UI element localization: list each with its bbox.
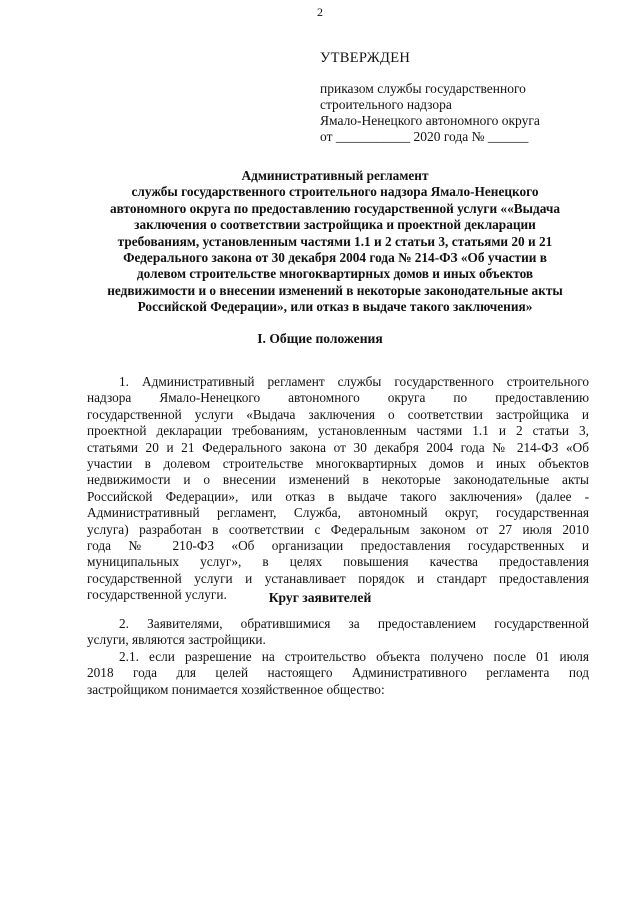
page-number: 2 — [317, 5, 323, 19]
title-line: Российской Федерации», или отказ в выдаче такого заключения» — [137, 299, 533, 315]
paragraph-line: 2. Заявителями, обратившимися за предоставлением государственной — [119, 616, 589, 631]
paragraph-line: проектной декларации требованиям, установленным частями 1.1 и 2 статьи 3, — [87, 423, 589, 439]
approval-line: приказом службы государственного — [320, 81, 526, 96]
paragraph-line: государственной услуги. — [87, 587, 227, 603]
paragraph-line: муниципальных услуг», в целях повышения качества предоставления — [87, 554, 589, 570]
approval-date-line: от ___________ 2020 года № ______ — [320, 129, 529, 144]
section-heading-general: I. Общие положения — [257, 331, 383, 346]
paragraph-line: статьями 20 и 21 Федерального закона от 30 декабря 2004 года № 214-ФЗ «Об — [87, 439, 589, 455]
paragraph-line: участии в долевом строительстве многоквартирных домов и иных объектов — [87, 455, 589, 471]
title-line: автономного округа по предоставлению государственной услуги ««Выдача — [110, 200, 560, 216]
document-title — [80, 168, 590, 316]
title-line: долевом строительстве многоквартирных домов и иных объектов — [136, 266, 534, 282]
title-line: Федерального закона от 30 декабря 2004 года № 214-ФЗ «Об участии в — [123, 250, 547, 266]
paragraph-line: 1. Административный регламент службы государственного строительного — [119, 374, 589, 389]
paragraph-line: 2018 года для целей настоящего Административного регламента под — [87, 665, 589, 681]
approval-block — [320, 50, 620, 145]
title-line: заключения о соответствии застройщика и проектной декларации — [134, 217, 536, 233]
title-line: службы государственного строительного надзора Ямало-Ненецкого — [131, 184, 539, 200]
approval-line: строительного надзора — [320, 97, 452, 112]
paragraph-line: государственной услуги «Выдача заключения о соответствии застройщика и — [87, 406, 589, 422]
paragraph-1 — [87, 374, 589, 603]
paragraph-line: надзора Ямало-Ненецкого автономного округа по предоставлению — [87, 390, 589, 406]
paragraph-line: Административный регламент, Служба, автономный округ, государственная — [87, 505, 589, 521]
paragraph-line: услуга) разработан в соответствии с Федеральным законом от 27 июля 2010 — [87, 521, 589, 537]
paragraph-line: года № 210-ФЗ «Об организации предоставления государственных и — [87, 537, 589, 553]
paragraph-line: недвижимости и о внесении изменений в некоторые законодательные акты — [87, 472, 589, 488]
title-line: недвижимости и о внесении изменений в некоторые законодательные акты — [107, 282, 563, 298]
approval-heading: УТВЕРЖДЕН — [320, 50, 411, 66]
paragraph-2 — [87, 616, 589, 649]
paragraph-line: 2.1. если разрешение на строительство объекта получено после 01 июля — [119, 649, 589, 664]
section-heading-applicants: Круг заявителей — [268, 590, 372, 605]
title-line: Административный регламент — [241, 168, 429, 183]
paragraph-line: Российской Федерации», или отказ в выдаче такого заключения» (далее - — [87, 488, 589, 504]
paragraph-line: государственной услуги и устанавливает порядок и стандарт предоставления — [87, 570, 589, 586]
paragraph-line: застройщиком понимается хозяйственное общество: — [87, 681, 385, 697]
paragraph-line: услуги, являются застройщики. — [87, 632, 266, 648]
title-line: требованиям, установленным частями 1.1 и 2 статьи 3, статьями 20 и 21 — [117, 233, 553, 249]
approval-line: Ямало-Ненецкого автономного округа — [320, 113, 540, 128]
paragraph-2-1 — [87, 649, 589, 698]
